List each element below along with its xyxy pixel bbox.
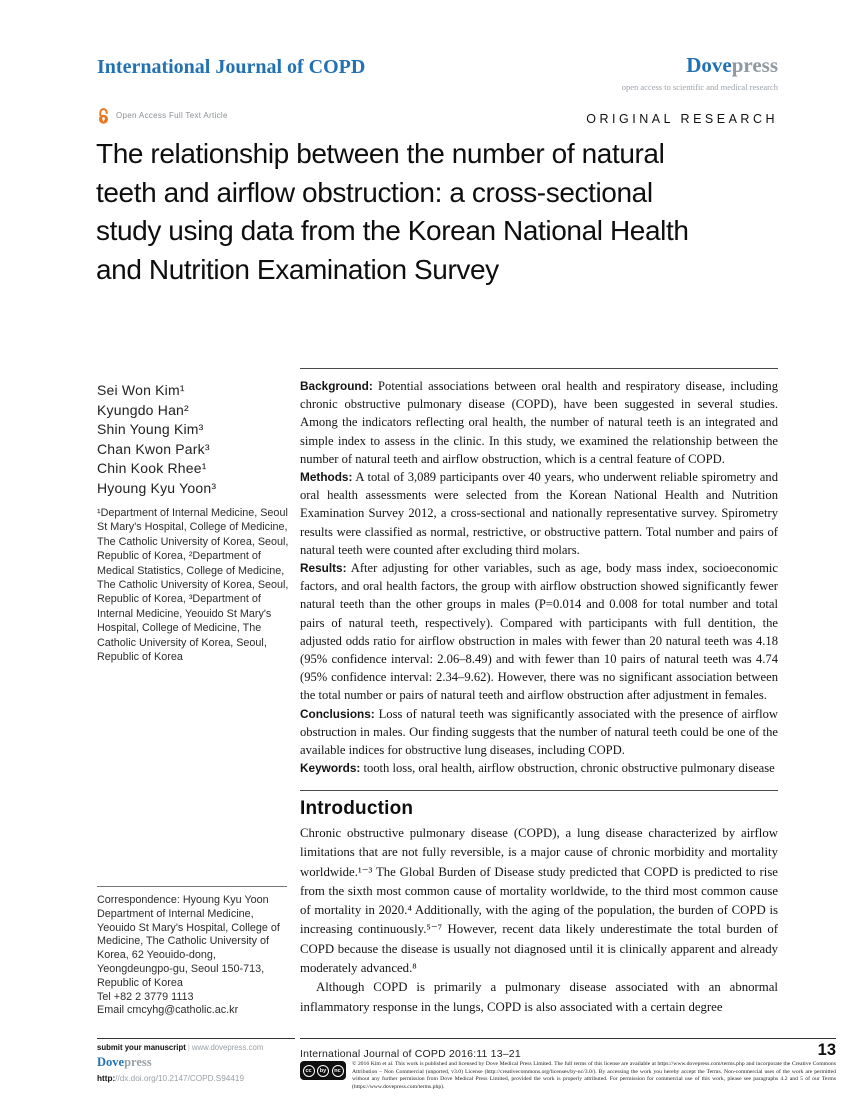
page-number: 13 — [817, 1041, 836, 1059]
publisher-tagline: open access to scientific and medical research — [621, 82, 778, 92]
correspondence-email-label: Email — [97, 1004, 127, 1017]
abstract-keywords-label: Keywords: — [300, 761, 361, 776]
author-list — [97, 381, 216, 499]
abstract-conclusions — [300, 705, 778, 760]
affiliations-block: ¹Department of Internal Medicine, Seoul St Mary's Hospital, College of Medicine, The Catholic University of Korea, Seoul, Republic of Korea, ²Department of Medical Statistics, College of Medicine, The Catholic University of Korea, Seoul, Republic of Korea, ³Department of Internal Medicine, Yeouido St Mary's Hospital, College of Medicine, The Catholic University of Korea, Seoul, Republic of Korea — [97, 507, 289, 664]
author-name: Chin Kook Rhee¹ — [97, 460, 207, 477]
article-title-line: and Nutrition Examination Survey — [96, 253, 499, 285]
article-title — [96, 135, 806, 289]
submit-separator: | — [187, 1043, 190, 1052]
license-row — [300, 1061, 836, 1092]
publisher-logo — [686, 53, 778, 78]
submit-manuscript-line — [97, 1043, 297, 1052]
footer-publisher-dove: Dove — [97, 1055, 125, 1069]
abstract-top-divider — [300, 368, 778, 369]
cc-nc-icon: nc — [332, 1065, 344, 1077]
introduction-paragraph: Chronic obstructive pulmonary disease (COPD), a lung disease characterized by airflow limitations that are not fully reversible, is a major cause of chronic morbidity and mortality worldwide.¹⁻³ The Global Burden of Disease study predicted that COPD is predicted to rise from the sixth most common cause of mortality worldwide, to the third most common cause of mortality in 2020.⁴ Additionally, with the aging of the population, the burden of COPD is increasing continuously.⁵⁻⁷ However, recent data likely underestimate the total burden of COPD because the disease is usually not diagnosed until it is clinically apparent and already moderately advanced.⁸ — [300, 826, 778, 976]
introduction-heading: Introduction — [300, 798, 414, 819]
journal-name: International Journal of COPD — [97, 56, 366, 78]
abstract-methods-text: A total of 3,089 participants over 40 years, who underwent reliable spirometry and oral health assessments were selected from the Korean National Health and Nutrition Examination Survey 2012, a cross-sectional and nationally representative survey. Spirometry results were classified as normal, restrictive, or obstructive pattern. Total number and pairs of natural teeth were counted after excluding third molars. — [300, 470, 778, 557]
license-text: © 2016 Kim et al. This work is published and licensed by Dove Medical Press Limited. The full terms of this license are available at https://www.dovepress.com/terms.php and incorporate the Creative Commons Attribution – Non Commercial (unported, v3.0) License (http://creativecommons.org/licenses/by-nc/3.0/). By accessing the work you hereby accept the Terms. Non-commercial uses of the work are permitted without any further permission from Dove Medical Press Limited, provided the work is properly attributed. For permission for commercial use of this work, please see paragraphs 4.2 and 5 of our Terms (https://www.dovepress.com/terms.php). — [352, 1061, 836, 1091]
abstract-methods-label: Methods: — [300, 470, 353, 485]
abstract-bottom-divider — [300, 790, 778, 791]
correspondence-tel: Tel +82 2 3779 1113 — [97, 990, 194, 1003]
article-type-label: ORIGINAL RESEARCH — [586, 112, 778, 126]
footer-publisher-logo — [97, 1055, 297, 1070]
correspondence-block — [97, 894, 294, 1018]
doi-line — [97, 1074, 297, 1083]
author-name: Sei Won Kim¹ — [97, 382, 185, 398]
correspondence-email-link[interactable]: cmcyhg@catholic.ac.kr — [127, 1004, 239, 1017]
doi-scheme: http: — [97, 1074, 116, 1083]
dovepress-url-link[interactable]: www.dovepress.com — [191, 1043, 264, 1052]
footer-left-block — [97, 1043, 297, 1083]
article-title-line: teeth and airflow obstruction: a cross-sectional — [96, 176, 653, 208]
abstract-block — [300, 377, 778, 777]
author-name: Hyoung Kyu Yoon³ — [97, 479, 217, 496]
abstract-keywords-text: tooth loss, oral health, airflow obstruction, chronic obstructive pulmonary disease — [360, 761, 775, 776]
journal-citation: International Journal of COPD 2016:11 13–21 — [300, 1048, 521, 1060]
doi-link[interactable]: //dx.doi.org/10.2147/COPD.S94419 — [115, 1074, 244, 1083]
footer-left-divider — [97, 1038, 295, 1039]
footer-right-divider — [300, 1038, 836, 1039]
abstract-methods — [300, 468, 778, 559]
abstract-results-text: After adjusting for other variables, such as age, body mass index, socioeconomic factors, and oral health factors, the group with airflow obstruction showed significantly fewer natural teeth than the other groups in males (P=0.014 and 0.008 for total number and total pairs of natural teeth, respectively). Compared with participants with full dentition, the adjusted odds ratio for airflow obstruction in males with fewer than 20 natural teeth was 4.18 (95% confidence interval: 2.06–8.49) and with fewer than 10 pairs of natural teeth was 4.74 (95% confidence interval: 2.34–9.62). However, there was no significant association between the total number or pairs of natural teeth and airflow obstruction after adjustment in females. — [300, 561, 778, 703]
open-access-label: Open Access Full Text Article — [116, 111, 228, 120]
abstract-background-text: Potential associations between oral health and respiratory disease, including chronic obstructive pulmonary disease (COPD), have been suggested in several studies. Among the indicators reflecting oral health, the number of natural teeth is an integrated and simple index to assess in the clinic. In this study, we examined the relationship between the number of natural teeth and airflow obstruction, which is a central feature of COPD. — [300, 379, 778, 466]
article-title-line: The relationship between the number of natural — [96, 138, 665, 169]
footer-citation-row — [300, 1041, 836, 1060]
submit-manuscript-label: submit your manuscript — [97, 1043, 186, 1052]
correspondence-address: Department of Internal Medicine, Yeouido St Mary's Hospital, College of Medicine, The Catholic University of Korea, 62 Yeouido-dong, Yeongdeungpo-gu, Seoul 150-713, Republic of Korea — [97, 907, 280, 989]
abstract-conclusions-label: Conclusions: — [300, 706, 375, 721]
abstract-conclusions-text: Loss of natural teeth was significantly associated with the presence of airflow obstruction in males. Our finding suggests that the number of natural teeth could be one of the available indices for obstructive lung diseases, including COPD. — [300, 706, 778, 758]
correspondence-divider — [97, 886, 287, 887]
footer-publisher-press: press — [124, 1055, 152, 1069]
cc-by-icon: by — [317, 1065, 329, 1077]
abstract-results — [300, 559, 778, 705]
author-name: Kyungdo Han² — [97, 401, 189, 418]
abstract-results-label: Results: — [300, 561, 347, 576]
correspondence-email-line — [97, 1004, 294, 1018]
correspondence-name: Correspondence: Hyoung Kyu Yoon — [97, 894, 269, 906]
introduction-body — [300, 824, 778, 1017]
abstract-keywords — [300, 759, 778, 777]
open-access-lock-icon — [97, 107, 110, 124]
abstract-background-label: Background: — [300, 379, 373, 393]
publisher-logo-press: press — [731, 53, 778, 77]
publisher-logo-dove: Dove — [686, 53, 732, 77]
author-name: Chan Kwon Park³ — [97, 440, 210, 457]
cc-icon: cc — [303, 1065, 315, 1077]
article-title-line: study using data from the Korean National Health — [96, 215, 689, 246]
open-access-row — [97, 107, 228, 124]
author-name: Shin Young Kim³ — [97, 421, 204, 438]
introduction-paragraph: Although COPD is primarily a pulmonary disease associated with an abnormal inflammatory response in the lungs, COPD is also associated with a certain degree — [300, 980, 778, 1014]
creative-commons-badge-icon — [300, 1061, 346, 1080]
abstract-background — [300, 377, 778, 468]
